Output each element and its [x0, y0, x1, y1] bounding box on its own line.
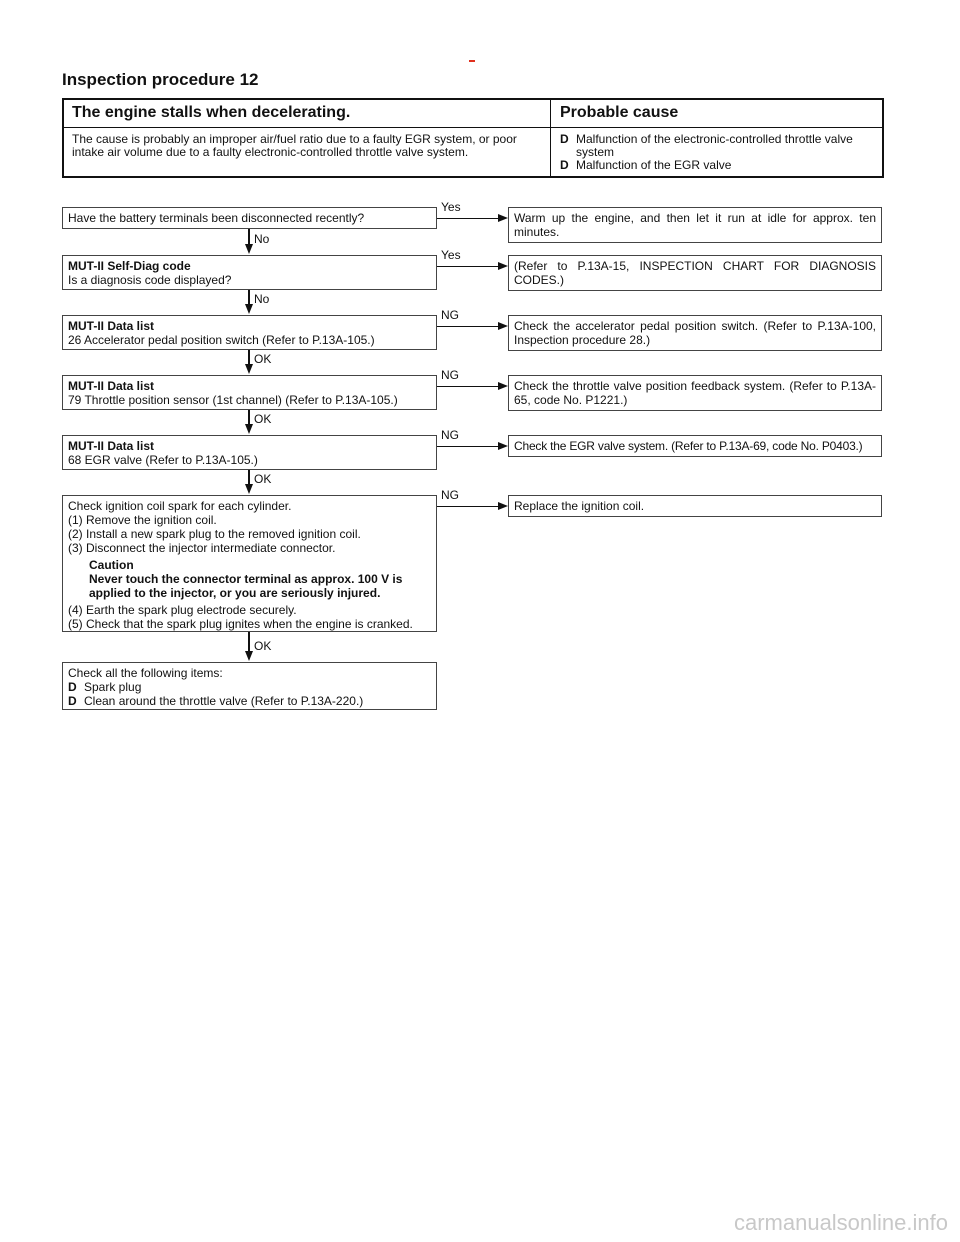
branch-label-ng: NG [441, 368, 459, 382]
step-box-ignition-spark [62, 495, 437, 632]
step-line: (5) Check that the spark plug ignites when the engine is cranked. [68, 617, 413, 631]
step-box-pedal-switch [62, 315, 437, 350]
step-title: MUT-II Data list [68, 319, 155, 333]
arrow-right-icon [498, 214, 508, 222]
cause-text: Malfunction of the electronic-controlled throttle valve system [576, 132, 853, 159]
result-box-replace-coil [508, 495, 882, 517]
branch-line [437, 386, 500, 387]
step-text: 26 Accelerator pedal position switch (Refer to P.13A-105.) [68, 333, 375, 347]
cause-text: Malfunction of the EGR valve [576, 158, 732, 172]
step-box-final-check [62, 662, 437, 710]
result-box-egr-system [508, 435, 882, 457]
column-divider [550, 100, 551, 176]
cause-item [560, 133, 878, 159]
branch-line [437, 326, 500, 327]
result-text: (Refer to P.13A-15, INSPECTION CHART FOR DIAGNOSIS CODES.) [514, 259, 876, 287]
branch-label-ng: NG [441, 308, 459, 322]
result-text: Replace the ignition coil. [514, 499, 645, 513]
arrow-right-icon [498, 262, 508, 270]
result-text: Warm up the engine, and then let it run at idle for approx. ten minutes. [514, 211, 876, 239]
branch-label-ng: NG [441, 488, 459, 502]
arrow-down-icon [245, 304, 253, 314]
top-red-mark [469, 60, 475, 62]
probable-cause-list [560, 133, 878, 172]
symptom-table-header [64, 100, 882, 128]
page-title: Inspection procedure 12 [62, 70, 259, 89]
step-line: (4) Earth the spark plug electrode securely. [68, 603, 297, 617]
probable-cause-heading: Probable cause [560, 104, 679, 121]
step-box-throttle-sensor [62, 375, 437, 410]
branch-label-yes: Yes [441, 248, 461, 262]
bullet-icon: D [560, 132, 569, 146]
step-title: MUT-II Data list [68, 439, 155, 453]
arrow-right-icon [498, 322, 508, 330]
cause-item [560, 159, 878, 172]
step-title: MUT-II Self-Diag code [68, 259, 191, 273]
caution-title: Caution [89, 558, 134, 572]
symptom-heading: The engine stalls when decelerating. [72, 104, 351, 121]
branch-line [437, 266, 500, 267]
step-line: (1) Remove the ignition coil. [68, 513, 217, 527]
result-box-diag-chart [508, 255, 882, 291]
arrow-right-icon [498, 502, 508, 510]
step-title: MUT-II Data list [68, 379, 155, 393]
step-text: Have the battery terminals been disconnected recently? [68, 211, 365, 225]
branch-line [437, 446, 500, 447]
result-text: Check the accelerator pedal position switch. (Refer to P.13A-100, Inspection procedure 28.) [514, 319, 876, 347]
branch-label-ng: NG [441, 428, 459, 442]
caution-text: Never touch the connector terminal as approx. 100 V is applied to the injector, or you are seriously injured. [89, 572, 403, 600]
step-title: Check all the following items: [68, 666, 223, 680]
step-box-diag-code [62, 255, 437, 290]
step-line: (3) Disconnect the injector intermediate connector. [68, 541, 336, 555]
bullet-icon: D [560, 158, 569, 172]
symptom-table [62, 98, 884, 178]
symptom-description: The cause is probably an improper air/fuel ratio due to a faulty EGR system, or poor intake air volume due to a faulty electronic-controlled throttle valve system. [72, 132, 517, 159]
result-box-pedal-switch [508, 315, 882, 351]
result-box-throttle-feedback [508, 375, 882, 411]
step-box-battery [62, 207, 437, 229]
step-text: 79 Throttle position sensor (1st channel) (Refer to P.13A-105.) [68, 393, 398, 407]
arrow-right-icon [498, 442, 508, 450]
arrow-down-icon [245, 244, 253, 254]
step-text: Is a diagnosis code displayed? [68, 273, 232, 287]
check-item-text: Clean around the throttle valve (Refer to P.13A-220.) [84, 694, 364, 708]
flow-line [248, 632, 250, 653]
bullet-icon: D [68, 694, 77, 708]
flow-label-ok: OK [254, 412, 272, 426]
arrow-down-icon [245, 484, 253, 494]
bullet-icon: D [68, 680, 77, 694]
flow-label-ok: OK [254, 472, 272, 486]
arrow-down-icon [245, 651, 253, 661]
result-text: Check the EGR valve system. (Refer to P.13A-69, code No. P0403.) [514, 439, 863, 453]
watermark: carmanualsonline.info [733, 1210, 948, 1235]
branch-line [437, 218, 500, 219]
flow-label-no: No [254, 292, 270, 306]
check-item [68, 680, 431, 694]
flow-label-ok: OK [254, 352, 272, 366]
arrow-right-icon [498, 382, 508, 390]
flow-label-ok: OK [254, 639, 272, 653]
result-text: Check the throttle valve position feedback system. (Refer to P.13A-65, code No. P1221.) [514, 379, 876, 407]
result-box-warm-up [508, 207, 882, 243]
step-text: 68 EGR valve (Refer to P.13A-105.) [68, 453, 258, 467]
step-line: (2) Install a new spark plug to the removed ignition coil. [68, 527, 361, 541]
arrow-down-icon [245, 364, 253, 374]
check-item-text: Spark plug [84, 680, 142, 694]
check-item [68, 694, 431, 708]
step-line: Check ignition coil spark for each cylinder. [68, 499, 292, 513]
step-box-egr-valve [62, 435, 437, 470]
branch-label-yes: Yes [441, 200, 461, 214]
branch-line [437, 506, 500, 507]
flow-label-no: No [254, 232, 270, 246]
arrow-down-icon [245, 424, 253, 434]
